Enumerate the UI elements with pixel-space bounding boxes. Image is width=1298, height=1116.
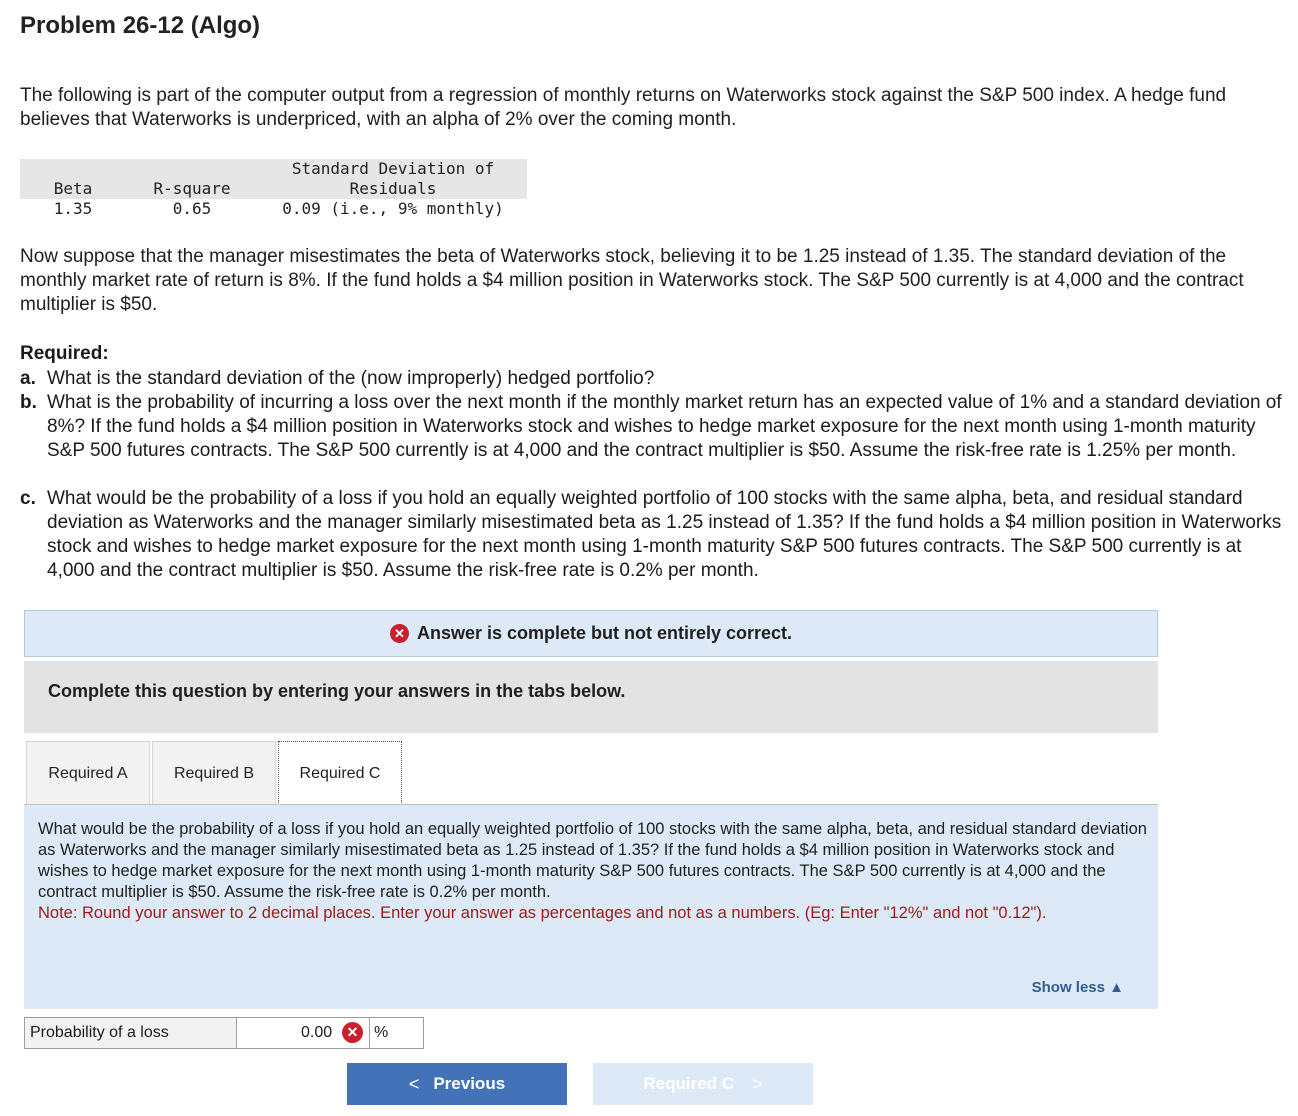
rsquare-header: R-square — [153, 179, 231, 198]
required-heading: Required: — [20, 343, 109, 364]
x-circle-icon: ✕ — [390, 624, 409, 643]
required-a-text: What is the standard deviation of the (now improperly) hedged portfolio? — [47, 368, 655, 389]
question-panel — [24, 805, 1158, 1009]
tab-required-a[interactable]: Required A — [26, 741, 150, 805]
instructions-bar — [24, 661, 1158, 733]
required-tabs — [24, 741, 1158, 805]
question-text: What would be the probability of a loss if you hold an equally weighted portfolio of 100 stocks with the same alpha, beta, and residual standard deviation as Waterworks and the manager similarly misestimated beta as 1.25 instead of 1.35? If the fund holds a $4 million position in Waterworks stock and wishes to hedge market exposure for the next month using 1-month maturity S&P 500 futures contracts. The S&P 500 currently is at 4,000 and the contract multiplier is $50. Assume the risk-free rate is 0.2% per month. — [38, 820, 1147, 901]
regression-table — [20, 159, 527, 220]
problem-title: Problem 26-12 (Algo) — [20, 12, 261, 39]
sd-header-line1: Standard Deviation of — [291, 159, 495, 178]
triangle-up-icon: ▲ — [1109, 979, 1124, 996]
show-less-link[interactable] — [1032, 979, 1124, 996]
required-b-label: b. — [20, 392, 37, 413]
instructions-text: Complete this question by entering your answers in the tabs below. — [48, 681, 626, 701]
answer-status-banner — [24, 610, 1158, 657]
tab-required-c[interactable]: Required C — [278, 741, 402, 805]
answer-status-text: Answer is complete but not entirely correct. — [416, 623, 793, 643]
required-b-text: What is the probability of incurring a loss over the next month if the monthly market return has an expected value of 1% and a standard deviation of 8%? If the fund holds a $4 million position in Waterworks stock and wishes to hedge market exposure for the next month using 1-month maturity S&P 500 futures contracts. The S&P 500 currently is at 4,000 and the contract multiplier is $50. Assume the risk-free rate is 1.25% per month. — [47, 392, 1282, 461]
sd-header-line2: Residuals — [349, 179, 437, 198]
next-label: Required C — [643, 1074, 735, 1093]
beta-value: 1.35 — [53, 199, 93, 218]
next-button[interactable] — [593, 1063, 813, 1105]
previous-button[interactable] — [347, 1063, 567, 1105]
tab-required-b[interactable]: Required B — [152, 741, 276, 805]
incorrect-icon: ✕ — [342, 1022, 363, 1043]
question-text-block — [38, 819, 1148, 924]
answer-unit: % — [370, 1017, 424, 1049]
chevron-left-icon: < — [408, 1073, 420, 1094]
intro-paragraph: The following is part of the computer output from a regression of monthly returns on Waterworks stock against the S&P 500 index. A hedge fund believes that Waterworks is underpriced, with an alpha of 2% over the coming month. — [20, 85, 1227, 130]
show-less-label: Show less — [1031, 979, 1105, 996]
probability-input[interactable]: 0.00 — [237, 1017, 370, 1049]
previous-label: Previous — [433, 1074, 506, 1093]
rsquare-value: 0.65 — [172, 199, 212, 218]
answer-label: Probability of a loss — [24, 1017, 237, 1049]
sd-value: 0.09 (i.e., 9% monthly) — [282, 199, 504, 218]
chevron-right-icon: > — [752, 1073, 763, 1094]
required-c-text: What would be the probability of a loss if you hold an equally weighted portfolio of 100 stocks with the same alpha, beta, and residual standard deviation as Waterworks and the manager similarly misestimated beta as 1.25 instead of 1.35? If the fund holds a $4 million position in Waterworks stock and wishes to hedge market exposure for the next month using 1-month maturity S&P 500 futures contracts. The S&P 500 currently is at 4,000 and the contract multiplier is $50. Assume the risk-free rate is 0.2% per month. — [47, 488, 1282, 581]
beta-header: Beta — [53, 179, 93, 198]
tab-divider — [24, 804, 1158, 805]
scenario-paragraph: Now suppose that the manager misestimates the beta of Waterworks stock, believing it to be 1.25 instead of 1.35. The standard deviation of the monthly market rate of return is 8%. If the fund holds a $4 million position in Waterworks stock. The S&P 500 currently is at 4,000 and the contract multiplier is $50. — [20, 246, 1244, 315]
rounding-note: Note: Round your answer to 2 decimal places. Enter your answer as percentages and not as a numbers. (Eg: Enter "12%" and not "0.12"). — [38, 904, 1047, 922]
required-a-label: a. — [20, 368, 36, 389]
required-c-label: c. — [20, 488, 36, 509]
